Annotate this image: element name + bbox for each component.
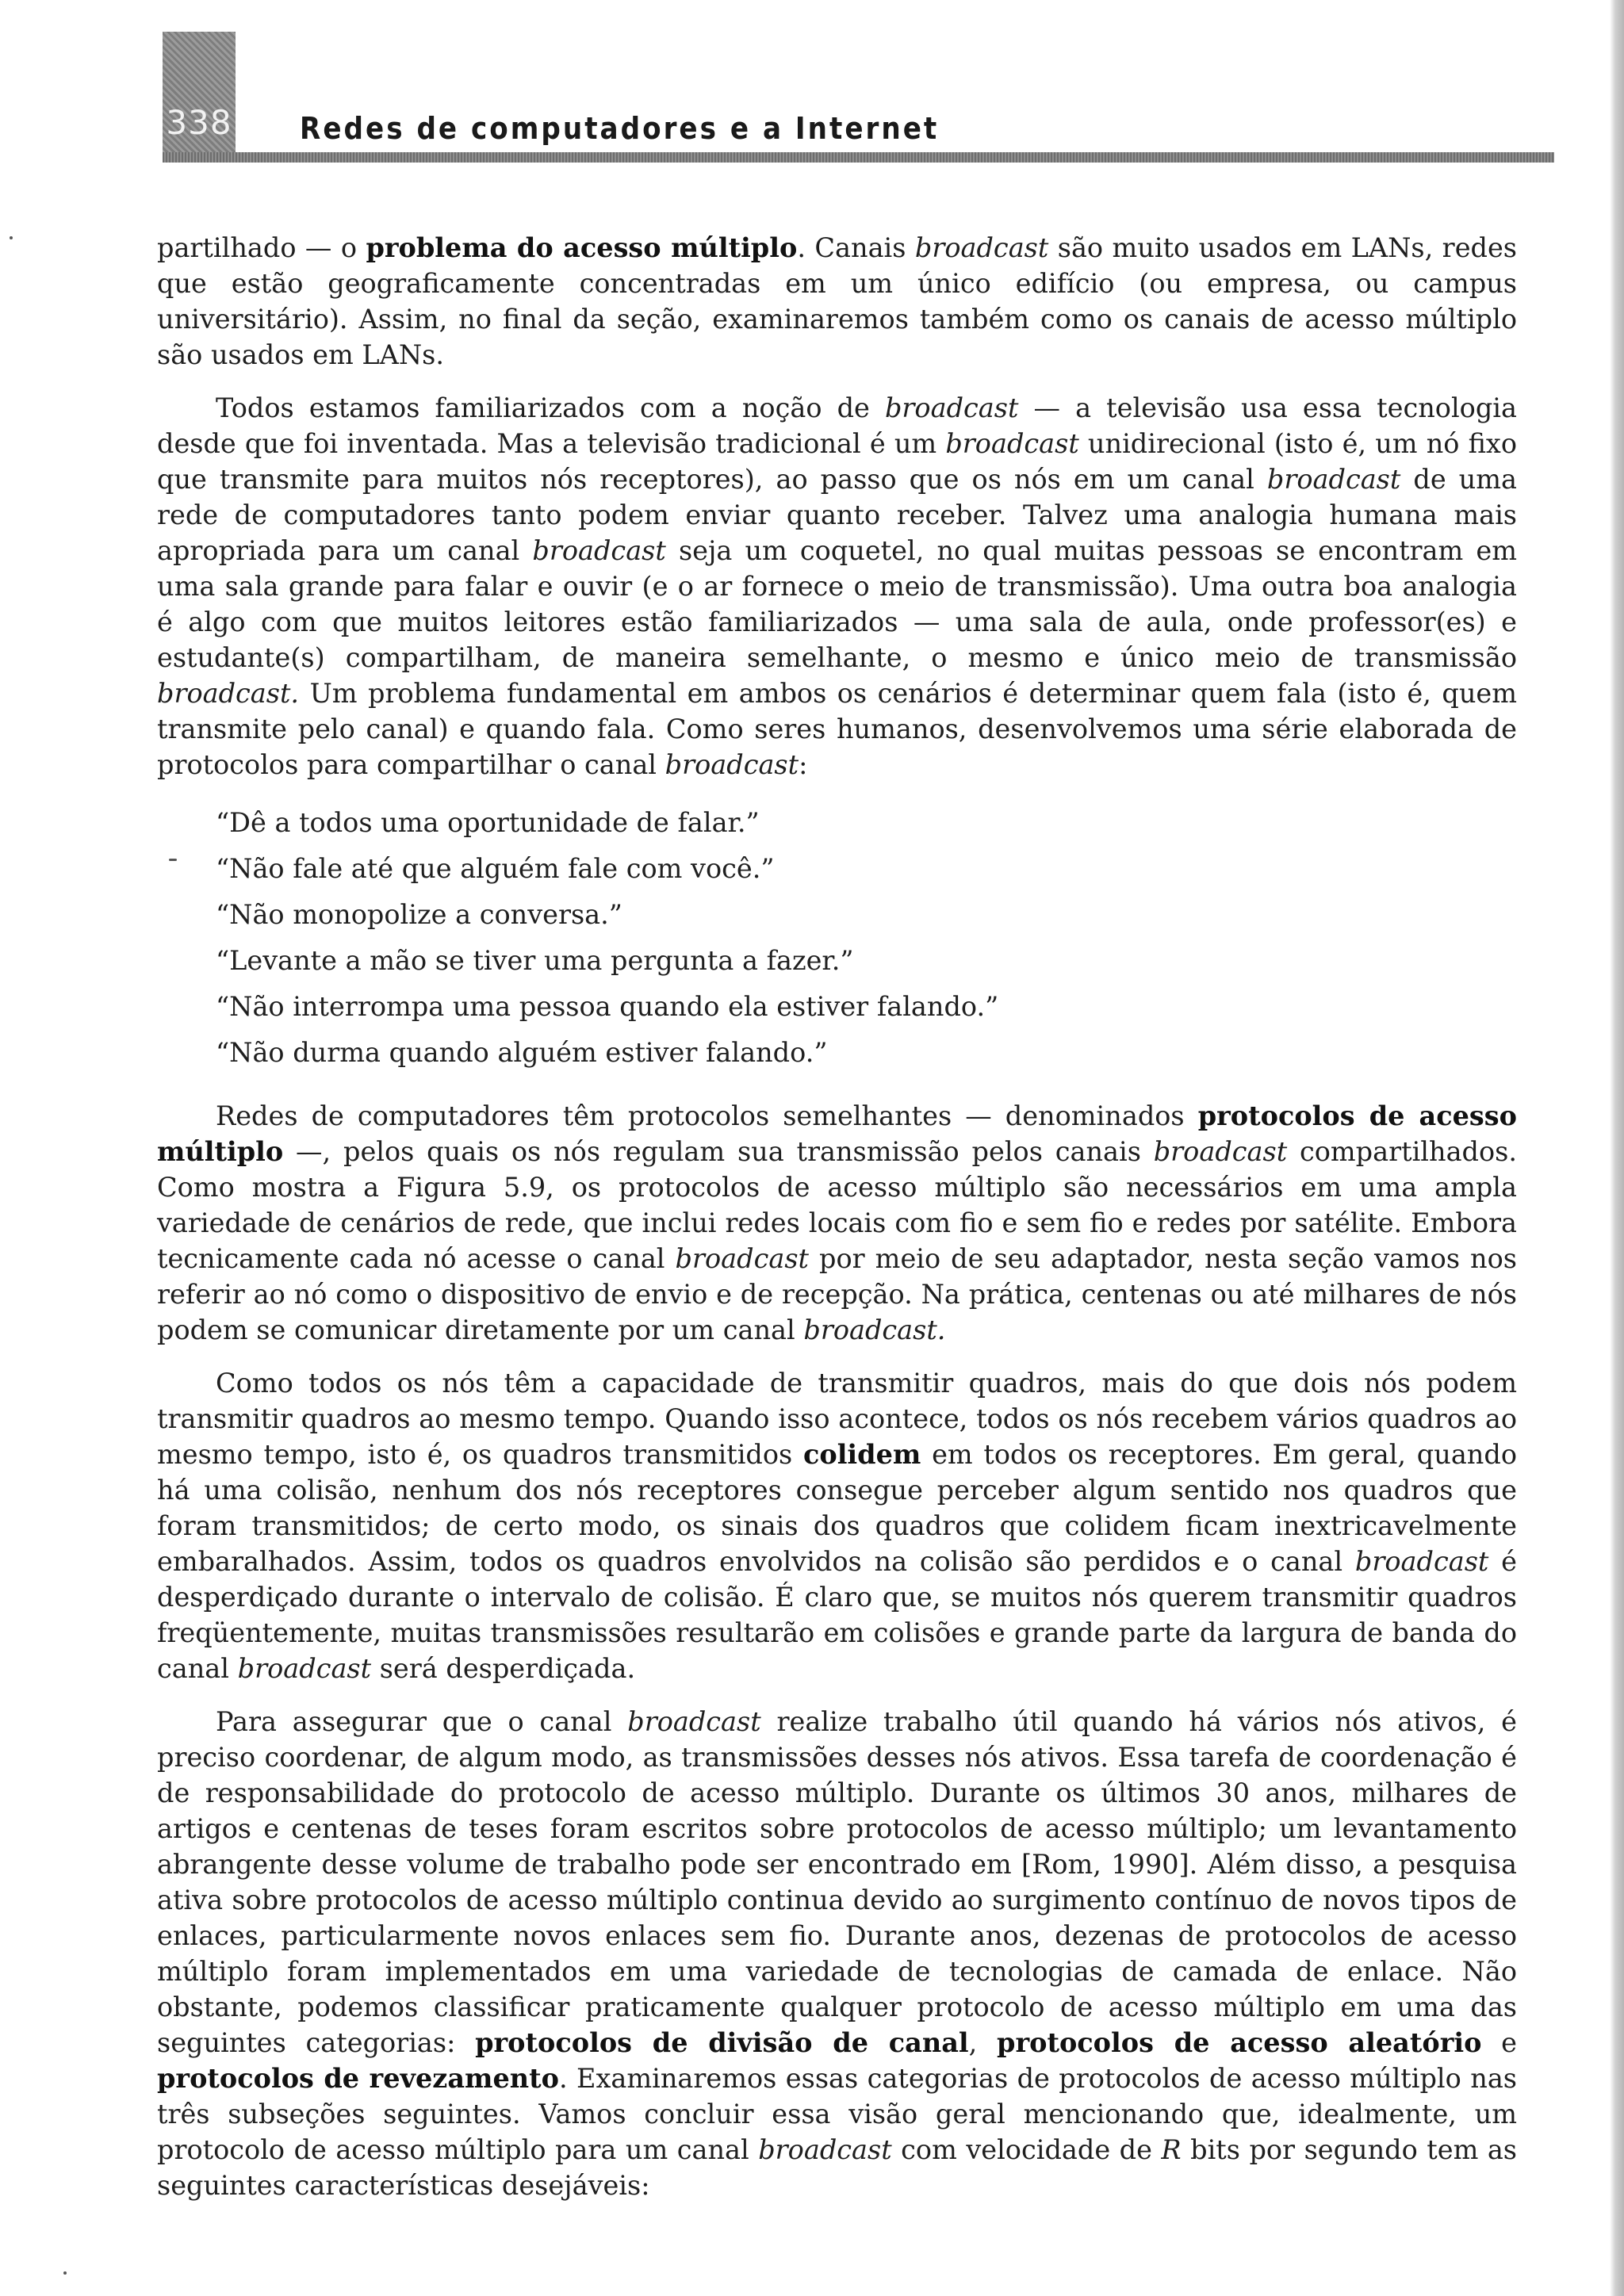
header-rule: [163, 152, 1554, 163]
paragraph-2: Todos estamos familiarizados com a noção de broadcast — a televisão usa essa tecnologia desde que foi inventada. Mas a televisão tradicional é um broadcast unidirecional (isto é, um nó fixo que transmite para muitos nós receptores), ao passo que os nós em um canal broadcast de uma rede de computadores tanto podem enviar quanto receber. Talvez uma analogia humana mais apropriada para um canal broadcast seja um coquetel, no qual muitas pessoas se encontram em uma sala grande para falar e ouvir (e o ar fornece o meio de transmissão). Uma outra boa analogia é algo com que muitos leitores estão familiarizados — uma sala de aula, onde professor(es) e estudante(s) compartilham, de maneira semelhante, o mesmo e único meio de transmissão broadcast. Um problema fundamental em ambos os cenários é determinar quem fala (isto é, quem transmite pelo canal) e quando fala. Como seres humanos, desenvolvemos uma série elaborada de protocolos para compartilhar o canal broadcast:: [157, 392, 1518, 780]
paragraph-5: Para assegurar que o canal broadcast realize trabalho útil quando há vários nós ativos, é preciso coordenar, de algum modo, as transmissões desses nós ativos. Essa tarefa de coordenação é de responsabilidade do protocolo de acesso múltiplo. Durante os últimos 30 anos, milhares de artigos e centenas de teses foram escritos sobre protocolos de acesso múltiplo; um levantamento abrangente desse volume de trabalho pode ser encontrado em [Rom, 1990]. Além disso, a pesquisa ativa sobre protocolos de acesso múltiplo continua devido ao surgimento contínuo de novos tipos de enlaces, particularmente novos enlaces sem fio. Durante anos, dezenas de protocolos de acesso múltiplo foram implementados em uma variedade de tecnologias de camada de enlace. Não obstante, podemos classificar praticamente qualquer protocolo de acesso múltiplo em uma das seguintes categorias: protocolos de divisão de canal, protocolos de acesso aleatório e protocolos de revezamento. Examinaremos essas categorias de protocolos de acesso múltiplo nas três subseções seguintes. Vamos concluir essa visão geral mencionando que, idealmente, um protocolo de acesso múltiplo para um canal broadcast com velocidade de R bits por segundo tem as seguintes características desejáveis:: [157, 1706, 1518, 2201]
quote-item: “Não interrompa uma pessoa quando ela estiver falando.”: [216, 991, 999, 1022]
paragraph-1: partilhado — o problema do acesso múltiplo. Canais broadcast são muito usados em LANs, redes que estão geograficamente concentradas em um único edifício (ou empresa, ou campus universitário). Assim, no final da seção, examinaremos também como os canais de acesso múltiplo são usados em LANs.: [157, 232, 1517, 370]
paragraph-3: Redes de computadores têm protocolos semelhantes — denominados protocolos de acesso múltiplo —, pelos quais os nós regulam sua transmissão pelos canais broadcast compartilhados. Como mostra a Figura 5.9, os protocolos de acesso múltiplo são necessários em uma ampla variedade de cenários de rede, que inclui redes locais com fio e sem fio e redes por satélite. Embora tecnicamente cada nó acesse o canal broadcast por meio de seu adaptador, nesta seção vamos nos referir ao nó como o dispositivo de envio e de recepção. Na prática, centenas ou até milhares de nós podem se comunicar diretamente por um canal broadcast.: [157, 1100, 1517, 1345]
scan-speck: [10, 236, 13, 239]
quote-item: “Não durma quando alguém estiver falando.”: [216, 1037, 828, 1068]
quote-item: “Não monopolize a conversa.”: [216, 899, 622, 930]
quote-item: “Não fale até que alguém fale com você.”: [216, 853, 775, 884]
quote-list: [216, 800, 1517, 1076]
scan-edge: [1610, 0, 1624, 2296]
quote-item: “Levante a mão se tiver uma pergunta a fazer.”: [216, 945, 854, 976]
quote-item: “Dê a todos uma oportunidade de falar.”: [216, 807, 760, 838]
scan-speck: [63, 2271, 67, 2275]
body-text: [157, 230, 1517, 2221]
page-number: 338: [166, 103, 232, 142]
page-number-tab: [163, 32, 236, 163]
running-title: Redes de computadores e a Internet: [300, 111, 940, 146]
paragraph-4: Como todos os nós têm a capacidade de transmitir quadros, mais do que dois nós podem transmitir quadros ao mesmo tempo. Quando isso acontece, todos os nós recebem vários quadros ao mesmo tempo, isto é, os quadros transmitidos colidem em todos os receptores. Em geral, quando há uma colisão, nenhum dos nós receptores consegue perceber algum sentido nos quadros que foram transmitidos; de certo modo, os sinais dos quadros que colidem ficam inextricavelmente embaralhados. Assim, todos os quadros envolvidos na colisão são perdidos e o canal broadcast é desperdiçado durante o intervalo de colisão. É claro que, se muitos nós querem transmitir quadros freqüentemente, muitas transmissões resultarão em colisões e grande parte da largura de banda do canal broadcast será desperdiçada.: [157, 1368, 1517, 1684]
